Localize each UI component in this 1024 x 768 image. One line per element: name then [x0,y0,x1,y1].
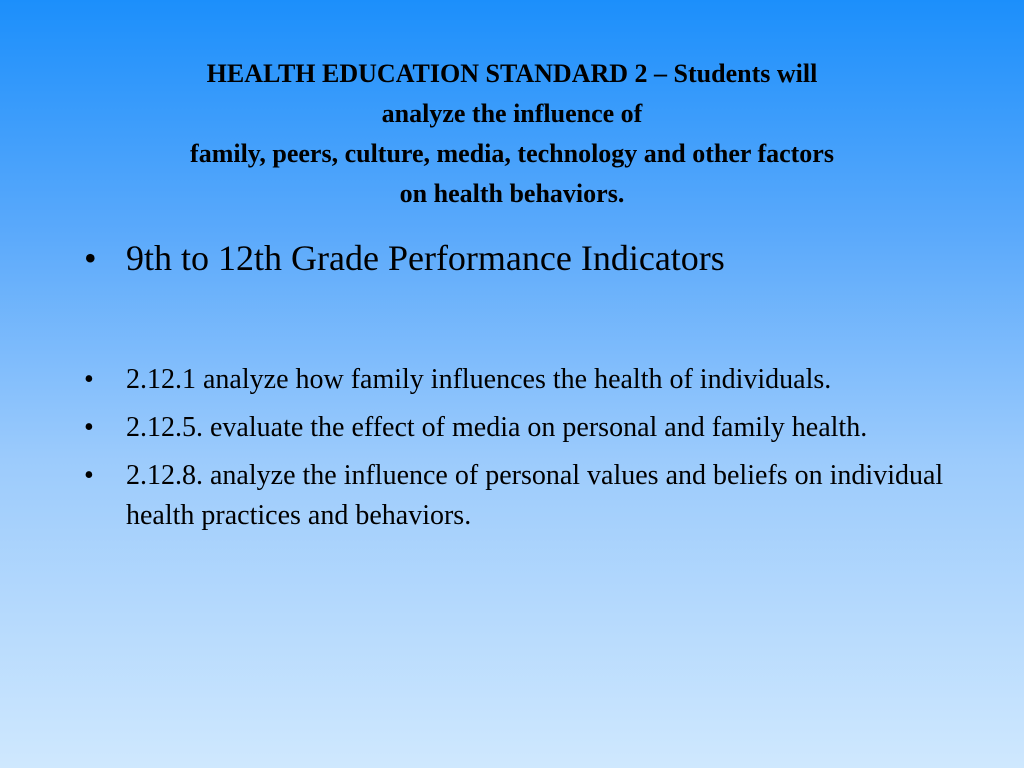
indicator-list [84,360,944,544]
list-item [84,456,944,536]
title-line-3: family, peers, culture, media, technology and other factors [190,139,834,168]
grade-heading-bullet [84,236,964,280]
indicator-text: 2.12.8. analyze the influence of personal values and beliefs on individual health practices and behaviors. [126,460,944,531]
title-line-4: on health behaviors. [399,179,625,208]
title-line-2: analyze the influence of [381,99,643,128]
list-item [84,360,944,400]
bullet-icon: • [84,460,94,491]
bullet-icon: • [84,412,94,443]
list-item [84,408,944,448]
bullet-icon: • [84,238,97,278]
indicator-text: 2.12.5. evaluate the effect of media on personal and family health. [126,412,868,443]
slide-title [60,54,964,214]
indicator-text: 2.12.1 analyze how family influences the health of individuals. [126,364,832,395]
bullet-icon: • [84,364,94,395]
title-line-1: HEALTH EDUCATION STANDARD 2 – Students will [206,59,818,88]
grade-heading-text: 9th to 12th Grade Performance Indicators [126,238,725,278]
